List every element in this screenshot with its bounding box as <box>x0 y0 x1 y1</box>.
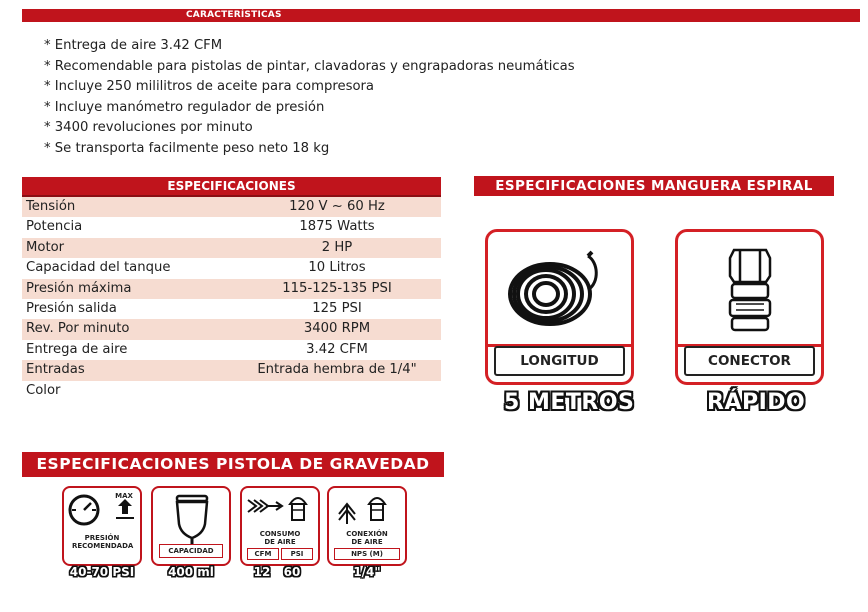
coiled-hose-icon <box>488 232 631 342</box>
spec-value: 10 Litros <box>308 260 366 276</box>
spec-value: Entrada hembra de 1/4" <box>257 362 417 378</box>
feature-item: * Incluye manómetro regulador de presión <box>44 99 325 115</box>
cup-icon <box>153 490 229 546</box>
table-row <box>22 381 441 401</box>
consumo-cfm-label: CFM <box>247 548 279 560</box>
spec-label: Capacidad del tanque <box>26 260 171 276</box>
spec-value: 2 HP <box>321 239 353 255</box>
caracteristicas-title: CARACTERÍSTICAS <box>186 10 282 20</box>
table-row <box>22 340 441 360</box>
spec-value: 3400 RPM <box>303 321 371 337</box>
longitud-value: 5 METROS <box>504 390 635 415</box>
conexion-value: 1/4" <box>353 565 381 579</box>
spray-gun-specs-header: ESPECIFICACIONES PISTOLA DE GRAVEDAD <box>22 452 444 477</box>
table-row <box>22 360 441 380</box>
caracteristicas-header <box>22 9 860 22</box>
spec-value: 1875 Watts <box>299 219 375 235</box>
air-flow-icon <box>242 490 318 528</box>
capacidad-card <box>151 486 231 566</box>
spec-label: Rev. Por minuto <box>26 321 130 337</box>
spec-value: 125 PSI <box>312 300 362 316</box>
feature-item: * 3400 revoluciones por minuto <box>44 120 253 135</box>
consumo-label: CONSUMO DE AIRE <box>259 530 301 546</box>
spec-value: 3.42 CFM <box>306 341 368 357</box>
spec-label: Entrega de aire <box>26 341 128 357</box>
consumo-cfm-value: 12 <box>253 565 271 579</box>
presion-value: 40-70 PSI <box>69 565 135 579</box>
table-row <box>22 258 441 278</box>
capacidad-label: CAPACIDAD <box>159 544 223 558</box>
table-row <box>22 238 441 258</box>
feature-item: * Entrega de aire 3.42 CFM <box>44 38 223 53</box>
spec-label: Entradas <box>26 362 85 378</box>
table-row <box>22 299 441 319</box>
specs-table <box>22 177 441 401</box>
table-row <box>22 197 441 217</box>
air-connection-icon <box>329 490 405 528</box>
conexion-card <box>327 486 407 566</box>
consumo-psi-value: 60 <box>283 565 301 579</box>
features-list <box>44 36 575 159</box>
table-row <box>22 319 441 339</box>
conector-value: RÁPIDO <box>707 390 806 415</box>
table-row <box>22 217 441 237</box>
conexion-sub-label: NPS (M) <box>334 548 400 560</box>
capacidad-value: 400 ml <box>168 565 214 579</box>
conector-label: CONECTOR <box>684 346 815 376</box>
quick-connector-icon <box>678 232 821 342</box>
presion-label: PRESIÓN RECOMENDADA <box>72 534 134 550</box>
spec-label: Presión salida <box>26 300 117 316</box>
specs-header: ESPECIFICACIONES <box>22 177 441 195</box>
longitud-label: LONGITUD <box>494 346 625 376</box>
spec-value: 120 V ~ 60 Hz <box>289 199 385 214</box>
longitud-card <box>485 229 634 385</box>
table-row <box>22 279 441 299</box>
conector-card <box>675 229 824 385</box>
consumo-psi-label: PSI <box>281 548 313 560</box>
feature-item: * Se transporta facilmente peso neto 18 kg <box>44 140 330 156</box>
feature-item: * Incluye 250 mililitros de aceite para compresora <box>44 79 375 94</box>
spec-label: Presión máxima <box>26 280 132 296</box>
presion-card <box>62 486 142 566</box>
spec-value: 115-125-135 PSI <box>282 280 392 296</box>
spec-label: Color <box>26 382 61 398</box>
hose-specs-header: ESPECIFICACIONES MANGUERA ESPIRAL <box>474 176 834 196</box>
spec-label: Motor <box>26 239 65 255</box>
spec-label: Tensión <box>26 199 76 214</box>
consumo-card <box>240 486 320 566</box>
feature-item: * Recomendable para pistolas de pintar, clavadoras y engrapadoras neumáticas <box>44 58 575 74</box>
spec-label: Potencia <box>26 219 83 235</box>
presion-max-label: MAX <box>115 492 133 500</box>
conexion-label: CONEXIÓN DE AIRE <box>346 530 388 546</box>
